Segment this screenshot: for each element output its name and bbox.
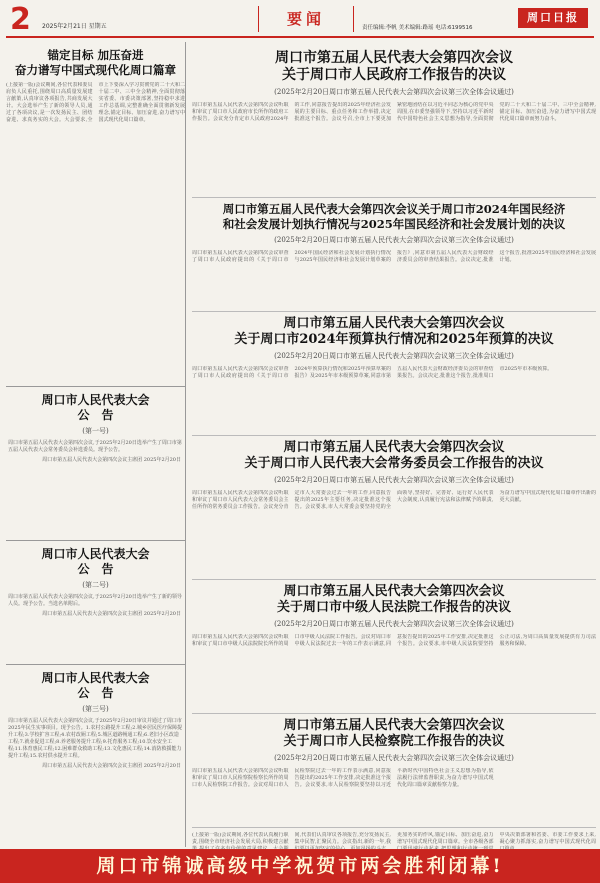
resolution-5-body: 周口市第五届人民代表大会第四次会议听取和审议了周口市中级人民法院院长所作的周口市中级人民法院工作报告。会议对周口市中级人民法院过去一年的工作表示满意,同意报告提出的2025年工作安排,决定批准这个报告。会议要求,市中级人民法院要坚持公正司法,为周口高质量发展提供有力司法服务和保障。	[192, 634, 596, 647]
notice-1-title	[6, 393, 185, 423]
notice-3-sign: 周口市第五届人民代表大会第四次会议主席团 2025年2月20日	[42, 763, 181, 769]
notice-1-title-line2: 公 告	[77, 408, 114, 422]
resolution-3-body: 周口市第五届人民代表大会第四次会议审查了周口市人民政府提出的《关于周口市2024年预算执行情况和2025年预算草案的报告》及2025年市本级预算草案,同意市第五届人民代表大会财政经济委员会的审查结果报告。会议决定,批准这个报告,批准周口市2025年市本级预算。	[192, 366, 553, 379]
notice-2-number: (第二号)	[82, 581, 109, 589]
resolution-6-body: 周口市第五届人民代表大会第四次会议听取和审议了周口市人民检察院检察长所作的周口市人民检察院工作报告。会议对周口市人民检察院过去一年的工作表示满意,同意报告提出的2025年工作安排,决定批准这个报告。会议要求,市人民检察院要坚持以习近平新时代中国特色社会主义思想为指导,依法履行法律监督职责,为奋力谱写中国式现代化周口篇章贡献检察力量。	[192, 768, 494, 788]
notice-3-title-line1: 周口市人民代表大会	[41, 671, 150, 685]
resolution-1-title-line1: 周口市第五届人民代表大会第四次会议	[275, 50, 513, 66]
lead-article	[6, 48, 185, 382]
resolution-standing-committee	[192, 440, 596, 580]
notice-3-number: (第三号)	[82, 705, 109, 713]
resolution-2-subtitle: (2025年2月20日周口市第五届人民代表大会第四次会议第三次全体会议通过)	[274, 236, 514, 244]
resolution-5-title-line1: 周口市第五届人民代表大会第四次会议	[283, 584, 505, 599]
bottom-article-body: (上接第一版)会议期间,各位代表认真履行职责,围绕全市经济社会发展大局,积极建言献 间,代表们认真审议各项报告,充分发扬民主,集中民智,汇聚民力。会议指出,新的一年,我 更加务实的作风,锚定目标、加压奋进,奋力谱写中国式现代化周口篇章。全市各级各部 中央决策部署和省委、市委工作要求上来,凝心聚力抓落实,奋力谱写中国式现代化周	[192, 832, 596, 845]
resolution-2-title	[192, 202, 596, 232]
notice-3	[6, 664, 185, 864]
resolution-economic-plan	[192, 202, 596, 312]
resolution-6-title-line2: 关于周口市人民检察院工作报告的决议	[283, 734, 505, 749]
left-column	[6, 42, 186, 847]
notice-2-title-line1: 周口市人民代表大会	[41, 547, 150, 561]
notice-2-title-line2: 公 告	[77, 562, 114, 576]
lead-headline	[6, 48, 185, 78]
notice-2-body: 周口市第五届人民代表大会第四次会议,于2025年2月20日选举产生了新的领导人员。现予公告。当选名单附后。	[8, 594, 182, 607]
notice-2-sign: 周口市第五届人民代表大会第四次会议主席团 2025年2月20日	[42, 611, 181, 617]
resolution-2-title-line2: 和社会发展计划执行情况与2025年国民经济和社会发展计划的决议	[222, 217, 566, 231]
page-number: 2	[10, 2, 31, 37]
congratulations-banner: 周口市锦诚高级中学祝贺市两会胜利闭幕!	[0, 849, 600, 883]
notice-1	[6, 386, 185, 536]
editor-info: 责任编辑:李帆 美术编辑:路瑶 电话:6199516	[362, 25, 473, 31]
resolution-2-title-line1: 周口市第五届人民代表大会第四次会议关于周口市2024年国民经济	[222, 202, 566, 216]
resolution-government-report	[192, 50, 596, 198]
resolution-court	[192, 584, 596, 714]
resolution-6-title-line1: 周口市第五届人民代表大会第四次会议	[283, 718, 505, 733]
resolution-budget	[192, 316, 596, 436]
resolution-4-body: 周口市第五届人民代表大会第四次会议听取和审议了周口市人民代表大会常务委员会主任所作的常务委员会工作报告。会议充分肯定市人大常委会过去一年的工作,同意报告提出的2025年主要任务,决定批准这个报告。会议要求,市人大常委会要坚持党的全面领导,坚持好、完善好、运行好人民代表大会制度,认真履行宪法和法律赋予的职责,为奋力谱写中国式现代化周口篇章作出新的更大贡献。	[192, 490, 596, 510]
resolution-4-subtitle: (2025年2月20日周口市第五届人民代表大会第四次会议第三次全体会议通过)	[274, 476, 514, 484]
newspaper-logo: 周口日报	[518, 8, 588, 28]
notice-1-number: (第一号)	[82, 427, 109, 435]
notice-1-title-line1: 周口市人民代表大会	[41, 393, 150, 407]
notice-3-title	[6, 671, 185, 701]
resolution-1-subtitle: (2025年2月20日周口市第五届人民代表大会第四次会议第三次全体会议通过)	[274, 88, 514, 96]
notice-3-title-line2: 公 告	[77, 686, 114, 700]
main-column	[192, 42, 596, 847]
notice-2-title	[6, 547, 185, 577]
notice-2	[6, 540, 185, 660]
resolution-4-title-line1: 周口市第五届人民代表大会第四次会议	[283, 440, 505, 455]
notice-1-sign: 周口市第五届人民代表大会第四次会议主席团 2025年2月20日	[42, 457, 181, 463]
resolution-6-subtitle: (2025年2月20日周口市第五届人民代表大会第四次会议第三次全体会议通过)	[274, 754, 514, 762]
resolution-5-title	[192, 584, 596, 616]
notice-3-body: 周口市第五届人民代表大会第四次会议,于2025年2月20日审议并通过了周口市2025年民生实事项目。现予公告。1.农村公路提升工程;2.城乡居民医疗保障提升工程;3.学校扩容工程;4.农村改厕工程;5.城区道路畅通工程;6.老旧小区改造工程;7.就业促进工程;8.养老服务提升工程;9.托育服务工程;10.饮水安全工程;11.体育惠民工程;12.困难群众救助工程;13.文化惠民工程;14.消防救援能力提升工程;15.农村供水提升工程。	[8, 718, 182, 759]
resolution-procuratorate	[192, 718, 596, 828]
notice-1-body: 周口市第五届人民代表大会第四次会议,于2025年2月20日选举产生了周口市第五届人民代表大会常务委员会补选委员。现予公告。	[8, 440, 182, 453]
resolution-3-title	[192, 316, 596, 348]
resolution-3-title-line2: 关于周口市2024年预算执行情况和2025年预算的决议	[234, 332, 554, 347]
resolution-4-title-line2: 关于周口市人民代表大会常务委员会工作报告的决议	[244, 456, 544, 471]
lead-body: (上接第一版)会议期间,各位代表和委员肩负人民重托,围绕周口高质量发展建言献策,认真审议各项报告,共商发展大计。大会选举产生了新的领导人员,通过了各项决议,是一次发扬民主、团结奋进、求真务实的大会。大会要求,全市上下要深入学习贯彻党的二十大和二十届二中、三中全会精神,全面贯彻落实省委、市委决策部署,坚持稳中求进工作总基调,完整准确全面贯彻新发展理念,锚定目标、加压奋进,奋力谱写中国式现代化周口篇章。	[6, 82, 185, 123]
lead-headline-line1: 锚定目标 加压奋进	[47, 48, 144, 62]
lead-headline-line2: 奋力谱写中国式现代化周口篇章	[15, 63, 176, 77]
issue-date: 2025年2月21日 星期五	[42, 23, 107, 30]
page-header	[6, 4, 594, 38]
resolution-5-subtitle: (2025年2月20日周口市第五届人民代表大会第四次会议第三次全体会议通过)	[274, 620, 514, 628]
resolution-6-title	[192, 718, 596, 750]
resolution-1-title-line2: 关于周口市人民政府工作报告的决议	[282, 67, 506, 83]
resolution-4-title	[192, 440, 596, 472]
resolution-3-subtitle: (2025年2月20日周口市第五届人民代表大会第四次会议第三次全体会议通过)	[274, 352, 514, 360]
section-title: 要闻	[258, 6, 354, 32]
resolution-1-body: 周口市第五届人民代表大会第四次会议听取和审议了周口市人民政府市长所作的政府工作报告。会议充分肯定市人民政府2024年的工作,同意报告提出的2025年经济社会发展的主要目标、重点任务和工作举措,决定批准这个报告。会议号召,全市上下要更加紧密地团结在以习近平同志为核心的党中央周围,在市委坚强领导下,坚持以习近平新时代中国特色社会主义思想为指导,全面贯彻党的二十大和二十届二中、三中全会精神,锚定目标、加压奋进,为奋力谱写中国式现代化周口篇章而努力奋斗。	[192, 102, 596, 122]
resolution-3-title-line1: 周口市第五届人民代表大会第四次会议	[283, 316, 505, 331]
resolution-5-title-line2: 关于周口市中级人民法院工作报告的决议	[276, 600, 511, 615]
resolution-1-title	[192, 50, 596, 84]
resolution-2-body: 周口市第五届人民代表大会第四次会议审查了周口市人民政府提出的《关于周口市2024年国民经济和社会发展计划执行情况与2025年国民经济和社会发展计划草案的报告》,同意市第五届人民代表大会财政经济委员会的审查结果报告。会议决定,批准这个报告,批准2025年国民经济和社会发展计划。	[192, 250, 596, 263]
